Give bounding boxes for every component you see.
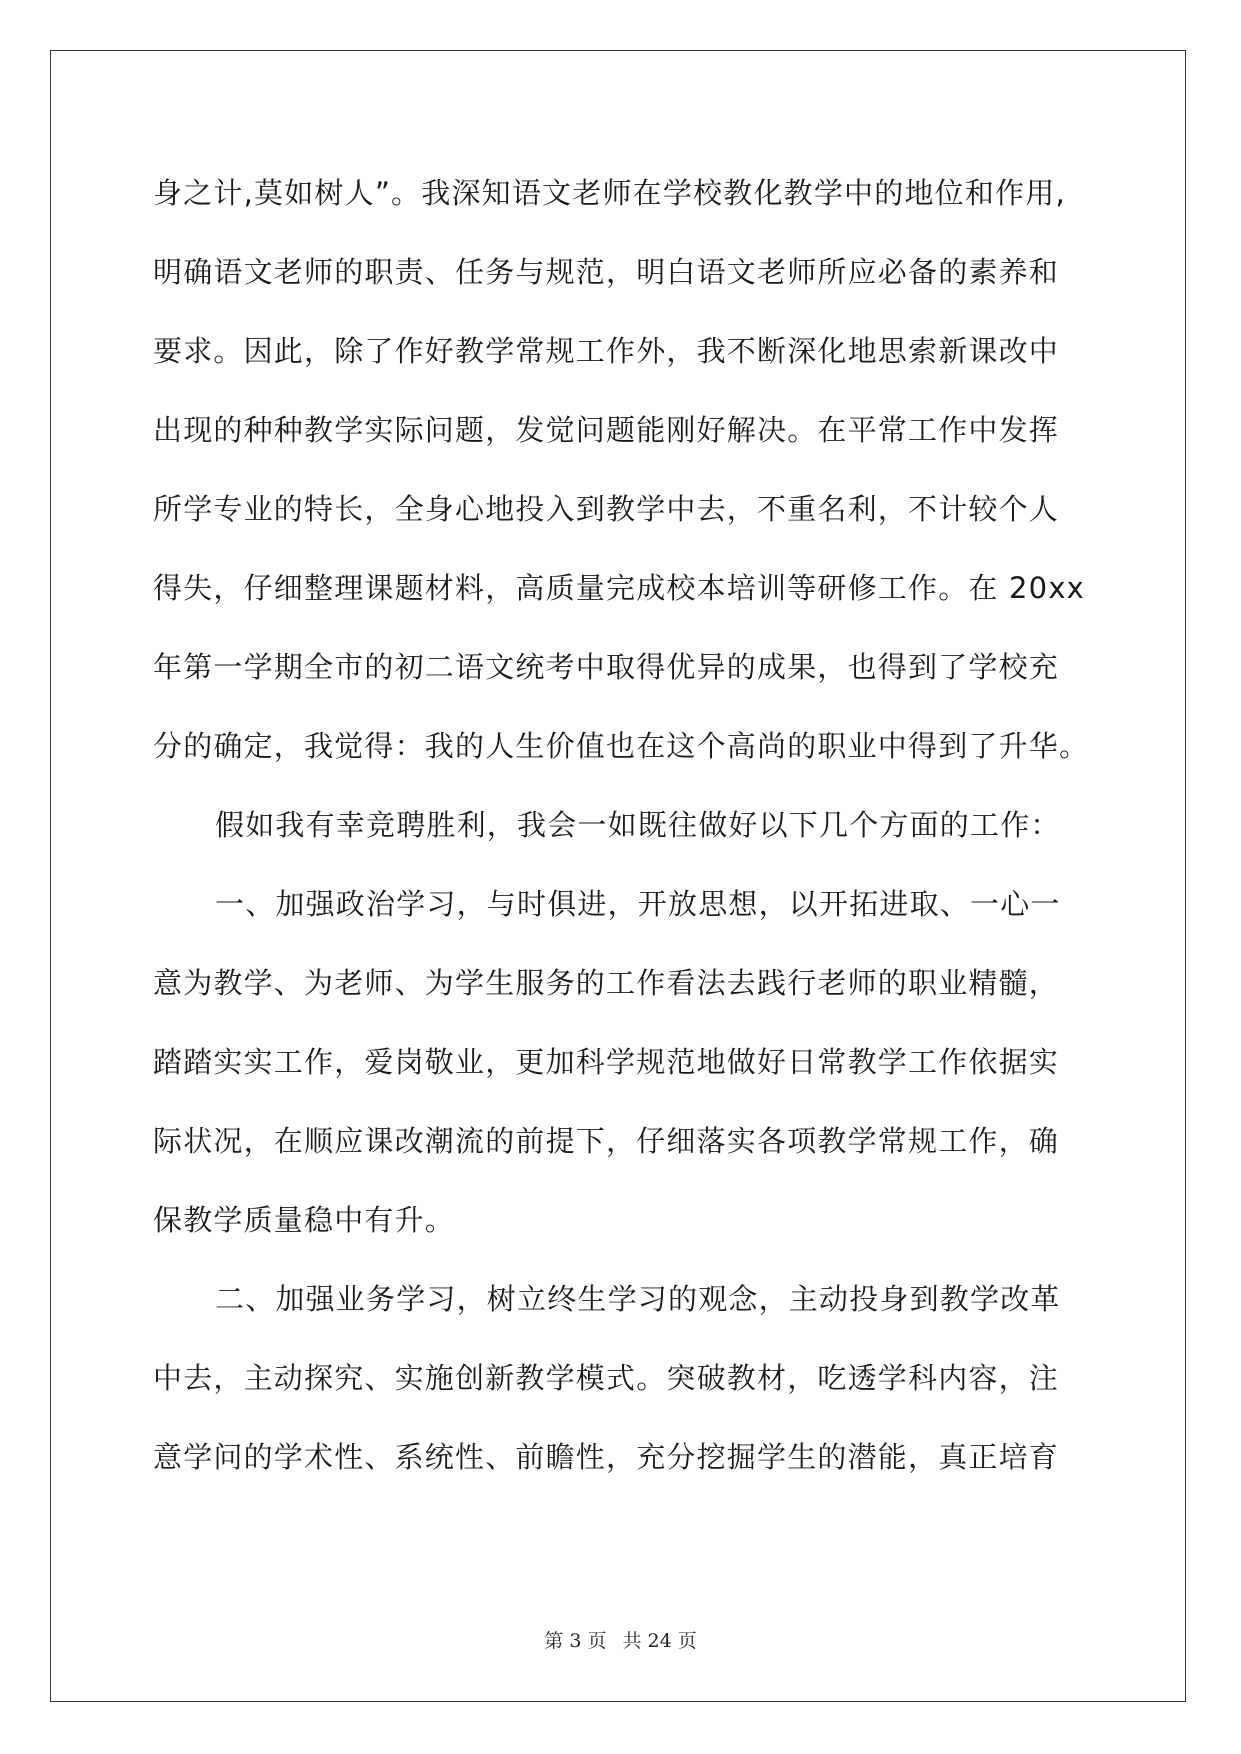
text-line: 意为教学、为老师、为学生服务的工作看法去践行老师的职业精髓，: [153, 966, 1060, 1000]
document-body: [153, 154, 1088, 1497]
text-line: 身之计,莫如树人”。我深知语文老师在学校教化教学中的地位和作用,: [153, 176, 1066, 210]
text-line: 中去，主动探究、实施创新教学模式。突破教材，吃透学科内容，注: [153, 1361, 1060, 1395]
paragraph-start-line: 假如我有幸竞聘胜利，我会一如既往做好以下几个方面的工作：: [215, 808, 1061, 842]
text-line: 得失，仔细整理课题材料，高质量完成校本培训等研修工作。在 20xx: [153, 571, 1086, 605]
text-line: 要求。因此，除了作好教学常规工作外，我不断深化地思索新课改中: [153, 334, 1060, 368]
text-line: 意学问的学术性、系统性、前瞻性，充分挖掘学生的潜能，真正培育: [153, 1440, 1060, 1474]
text-line: 踏踏实实工作，爱岗敬业，更加科学规范地做好日常教学工作依据实: [153, 1045, 1060, 1079]
text-line: 年第一学期全市的初二语文统考中取得优异的成果，也得到了学校充: [153, 650, 1060, 684]
page-total: 共 24 页: [622, 1630, 697, 1652]
text-line: 分的确定，我觉得：我的人生价值也在这个高尚的职业中得到了升华。: [153, 729, 1090, 763]
paragraph-start-line: 一、加强政治学习，与时俱进，开放思想，以开拓进取、一心一: [215, 887, 1061, 921]
text-line: 明确语文老师的职责、任务与规范，明白语文老师所应必备的素养和: [153, 255, 1060, 289]
text-line: 出现的种种教学实际问题，发觉问题能刚好解决。在平常工作中发挥: [153, 413, 1060, 447]
text-line: 保教学质量稳中有升。: [153, 1203, 456, 1237]
text-line: 际状况，在顺应课改潮流的前提下，仔细落实各项教学常规工作，确: [153, 1124, 1060, 1158]
page-number: 第 3 页: [544, 1630, 607, 1652]
page-footer: [0, 1626, 1241, 1653]
text-line: 所学专业的特长，全身心地投入到教学中去，不重名利，不计较个人: [153, 492, 1060, 526]
paragraph-start-line: 二、加强业务学习，树立终生学习的观念，主动投身到教学改革: [215, 1282, 1061, 1316]
